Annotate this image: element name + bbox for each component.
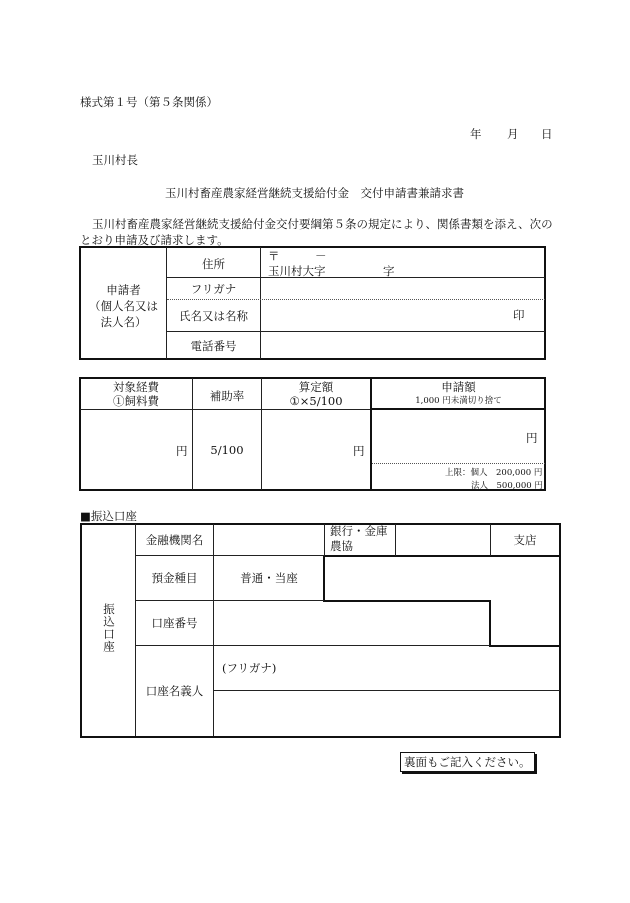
page-title: 玉川村畜産農家経営継続支援給付金 交付申請書兼請求書 — [165, 186, 464, 200]
postal-dash: － — [315, 249, 327, 263]
limit-individual: 上限：個人 200,000 円 — [445, 468, 543, 478]
col-calculated-amount: 算定額 ①×5/100 — [289, 380, 343, 408]
bank-side-label: 振込口座 — [102, 603, 116, 653]
footer-note: 裏面もご記入ください。 — [400, 752, 535, 772]
branch-label: 支店 — [513, 533, 537, 547]
institution-label: 金融機関名 — [145, 533, 204, 547]
intro-text-line2: とおり申請及び請求します。 — [80, 233, 229, 247]
address-suffix: 字 — [383, 264, 395, 278]
requested-amount-field[interactable] — [372, 410, 545, 462]
postal-mark: 〒 — [268, 249, 280, 263]
addressee: 玉川村長 — [92, 153, 138, 167]
date-month: 月 — [507, 127, 519, 141]
yen-unit-1: 円 — [176, 444, 188, 458]
intro-text-line1: 玉川村畜産農家経営継続支援給付金交付要綱第５条の規定により、関係書類を添え、次の — [92, 217, 553, 231]
col-target-expense: 対象経費 ①飼料費 — [113, 380, 159, 408]
deposit-type-value[interactable]: 普通・当座 — [240, 571, 298, 585]
account-holder-furigana-label: (フリガナ) — [222, 661, 277, 675]
date-day: 日 — [541, 127, 553, 141]
furigana-field[interactable] — [261, 278, 545, 299]
account-holder-field[interactable] — [214, 691, 559, 736]
branch-field[interactable] — [396, 525, 489, 555]
yen-unit-2: 円 — [353, 444, 365, 458]
applicant-label: 申請者 （個人名又は 法人名） — [89, 283, 158, 329]
bank-heading: ■振込口座 — [80, 509, 137, 523]
address-prefix: 玉川村大字 — [268, 264, 326, 278]
col-requested-amount: 申請額 1,000 円未満切り捨て — [415, 380, 502, 406]
account-number-field[interactable] — [214, 601, 489, 645]
deposit-type-label: 預金種目 — [151, 571, 198, 585]
yen-unit-3: 円 — [526, 431, 538, 445]
address-label: 住所 — [202, 257, 225, 271]
col-subsidy-rate: 補助率 — [209, 389, 245, 403]
account-holder-label: 口座名義人 — [145, 684, 204, 698]
phone-field[interactable] — [261, 332, 545, 359]
name-label: 氏名又は名称 — [179, 309, 248, 323]
form-number: 様式第１号（第５条関係） — [80, 95, 218, 109]
institution-field[interactable] — [214, 525, 323, 555]
name-field[interactable] — [261, 300, 545, 331]
furigana-label: フリガナ — [190, 282, 237, 296]
limit-corporate: 法人 500,000 円 — [471, 481, 543, 491]
subsidy-rate-value: 5/100 — [210, 443, 244, 457]
date-year: 年 — [470, 127, 482, 141]
account-number-label: 口座番号 — [151, 616, 198, 630]
phone-label: 電話番号 — [190, 339, 237, 353]
seal-mark: 印 — [513, 308, 525, 322]
bank-type-label: 銀行・金庫 農協 — [330, 524, 388, 553]
